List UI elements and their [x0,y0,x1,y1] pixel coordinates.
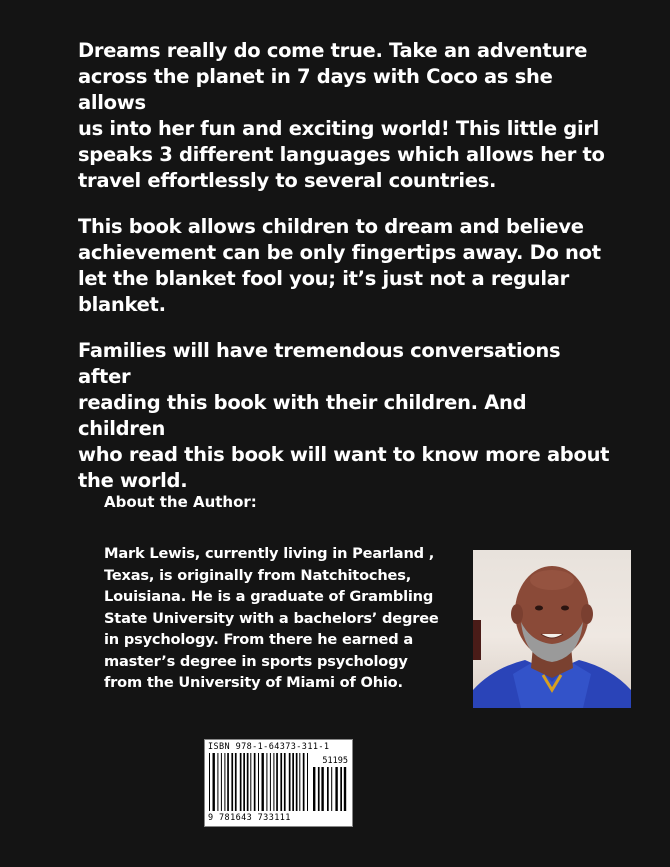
barcode-bar [250,753,251,811]
bio-line: Louisiana. He is a graduate of Grambling [104,588,434,605]
barcode-bar [262,753,264,811]
barcode-bar [296,753,298,811]
barcode-bar [240,753,242,811]
barcode-addon-bars [313,767,347,811]
barcode-bar [273,753,274,811]
blurb-line: blanket. [78,293,166,316]
barcode-addon-digits: 51195 [322,756,348,766]
barcode-bar [247,753,249,811]
blurb-line: across the planet in 7 days with Coco as she allows [78,65,553,114]
ean-digits: 9 781643 733111 [208,813,291,823]
barcode-bar [313,767,315,811]
barcode-bar [340,767,342,811]
barcode-bar [321,767,323,811]
barcode-bar [243,753,245,811]
barcode-bar [254,753,256,811]
blurb-line: who read this book will want to know more about [78,443,610,466]
barcode-bar [335,767,337,811]
blurb-paragraph-2 [78,214,618,318]
blurb-line: reading this book with their children. And children [78,391,527,440]
bio-line: Texas, is originally from Natchitoches, [104,566,412,584]
barcode-bar [209,753,210,811]
barcode-bar [217,753,218,811]
author-bio [104,543,474,694]
isbn-barcode [204,739,353,827]
barcode-bar [276,753,278,811]
about-author-heading: About the Author: [104,493,257,511]
barcode-bar [221,753,222,811]
barcode-bar [224,753,225,811]
barcode-bar [213,753,215,811]
bio-line: from the University of Miami of Ohio. [104,674,403,691]
blurb-line: us into her fun and exciting world! This little girl [78,117,600,140]
barcode-bar [235,753,237,811]
blurb-line: let the blanket fool you; it’s just not a regular [78,267,569,290]
barcode-bar [292,753,294,811]
barcode-bar [303,753,305,811]
barcode-bar [284,753,286,811]
barcode-bar [258,753,259,811]
barcode-bar [289,753,291,811]
blurb-line: This book allows children to dream and believe [78,215,584,238]
blurb-paragraph-3 [78,338,618,494]
bio-line: Mark Lewis, currently living in Pearland , [104,545,435,562]
barcode-bar [331,767,332,811]
bio-line: State University with a bachelors’ degree [104,609,439,627]
blurb-line: the world. [78,469,188,492]
barcode-bar [327,767,329,811]
barcode-bars [209,753,309,811]
blurb-line: Families will have tremendous conversations after [78,339,561,388]
barcode-bar [227,753,229,811]
bio-line: master’s degree in sports psychology [104,652,408,670]
barcode-bar [318,767,320,811]
barcode-bar [266,753,267,811]
author-photo [473,550,631,708]
blurb-line: speaks 3 different languages which allows her to [78,143,605,166]
back-cover-blurb [78,38,618,514]
bio-line: in psychology. From there he earned a [104,631,414,648]
isbn-label: ISBN 978-1-64373-311-1 [208,742,330,752]
barcode-bar [270,753,271,811]
blurb-line: travel effortlessly to several countries. [78,169,497,192]
barcode-bar [280,753,282,811]
blurb-line: achievement can be only fingertips away. Do not [78,241,601,264]
blurb-paragraph-1 [78,38,618,194]
barcode-bar [299,753,300,811]
barcode-bar [231,753,233,811]
blurb-line: Dreams really do come true. Take an adventure [78,39,588,62]
barcode-bar [307,753,308,811]
barcode-bar [344,767,346,811]
